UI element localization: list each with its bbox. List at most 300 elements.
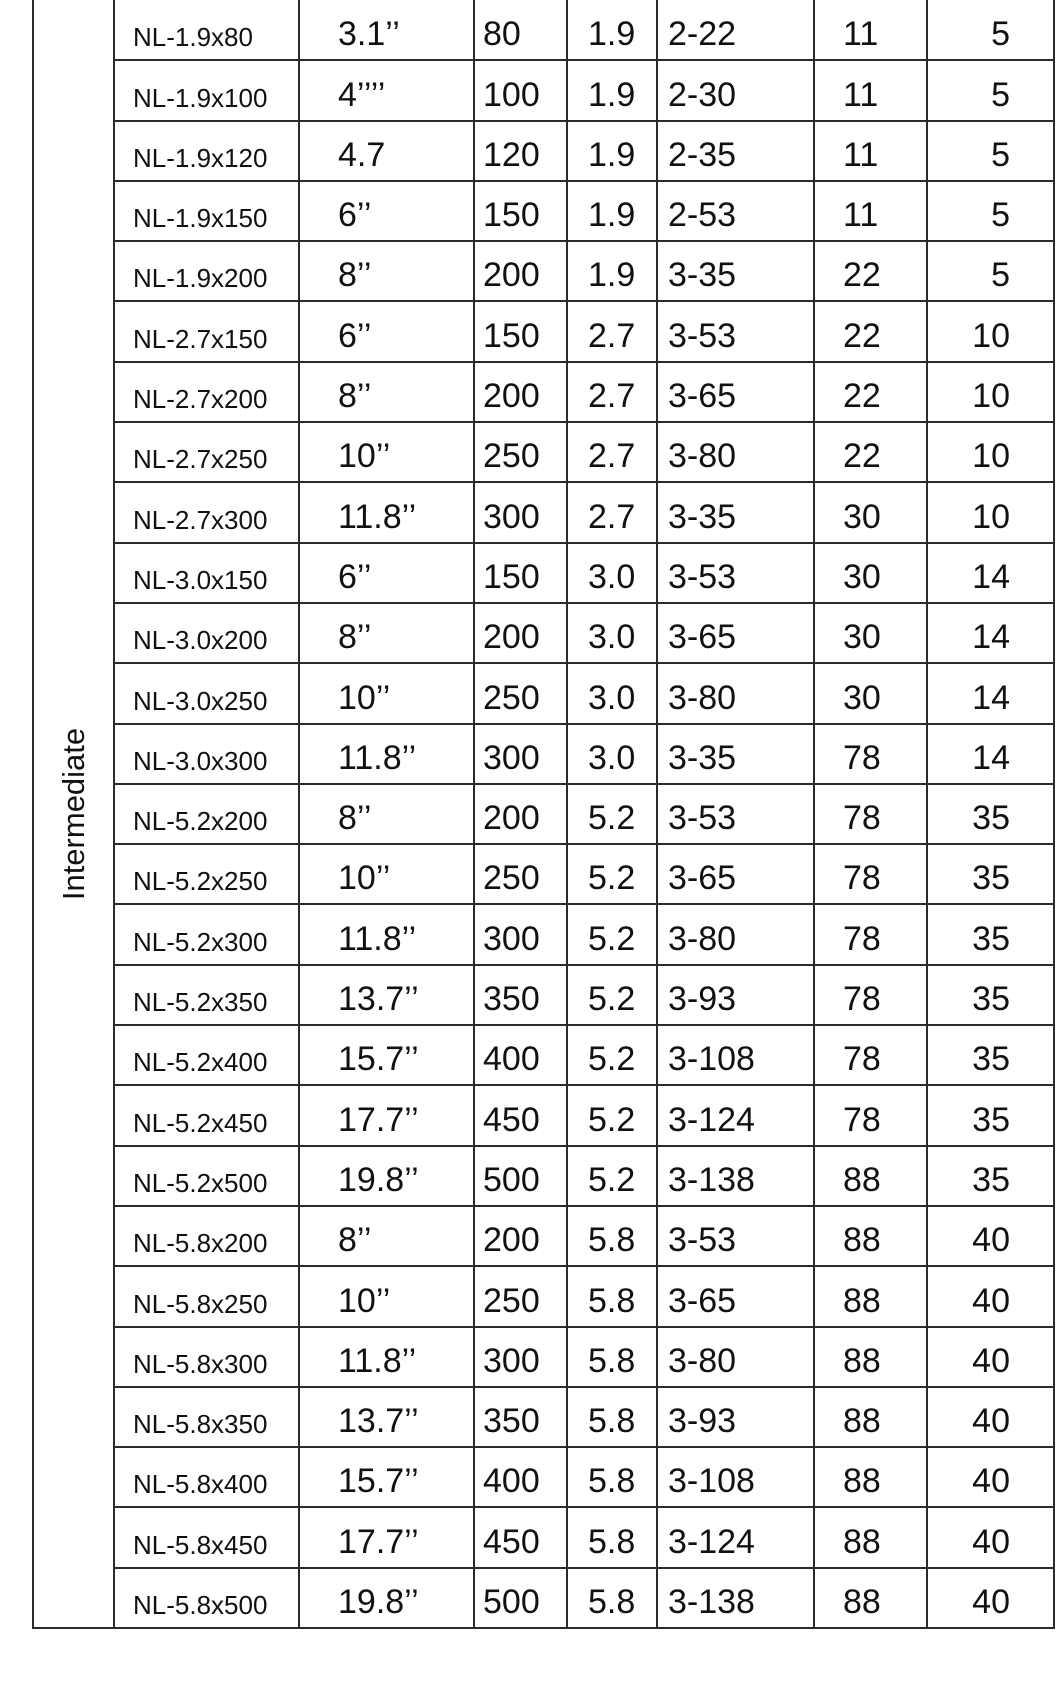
tensile-strength-cell — [814, 241, 927, 301]
pack-cell — [927, 1206, 1054, 1266]
width-mm-cell-text: 2.7 — [588, 316, 636, 355]
tensile-strength-cell-text: 22 — [843, 316, 881, 355]
model-cell-text: NL-1.9x200 — [133, 263, 268, 294]
length-mm-cell — [474, 121, 567, 181]
length-mm-cell-text: 400 — [483, 1462, 540, 1501]
tensile-strength-cell — [814, 1568, 927, 1628]
length-mm-cell — [474, 1327, 567, 1387]
width-mm-cell-text: 1.9 — [588, 15, 636, 54]
length-mm-cell-text: 500 — [483, 1160, 540, 1199]
pack-cell — [927, 1507, 1054, 1567]
model-cell-text: NL-2.7x250 — [133, 444, 268, 475]
tensile-strength-cell-text: 78 — [843, 1100, 881, 1139]
width-mm-cell-text: 5.8 — [588, 1402, 636, 1441]
model-cell-text: NL-5.2x400 — [133, 1047, 268, 1078]
length-inch-cell — [299, 422, 474, 482]
model-cell-text: NL-2.7x150 — [133, 323, 268, 354]
model-cell — [114, 844, 299, 904]
bundle-diameter-cell — [657, 181, 814, 241]
pack-cell-text: 35 — [972, 1040, 1010, 1079]
bundle-diameter-cell — [657, 1085, 814, 1145]
tensile-strength-cell-text: 78 — [843, 919, 881, 958]
tensile-strength-cell — [814, 1025, 927, 1085]
pack-cell — [927, 603, 1054, 663]
model-cell-text: NL-3.0x200 — [133, 625, 268, 656]
pack-cell — [927, 60, 1054, 120]
pack-cell — [927, 1327, 1054, 1387]
length-mm-cell — [474, 362, 567, 422]
pack-cell — [927, 543, 1054, 603]
table-row — [33, 362, 1054, 422]
bundle-diameter-cell-text: 3-35 — [668, 256, 737, 295]
table-row — [33, 1568, 1054, 1628]
pack-cell — [927, 1447, 1054, 1507]
pack-cell-text: 10 — [972, 497, 1010, 536]
length-mm-cell — [474, 1206, 567, 1266]
length-mm-cell — [474, 844, 567, 904]
pack-cell — [927, 965, 1054, 1025]
length-mm-cell-text: 150 — [483, 316, 540, 355]
length-inch-cell — [299, 121, 474, 181]
bundle-diameter-cell-text: 3-138 — [668, 1160, 755, 1199]
pack-cell — [927, 784, 1054, 844]
bundle-diameter-cell-text: 3-53 — [668, 316, 737, 355]
pack-cell-text: 14 — [972, 738, 1010, 777]
bundle-diameter-cell-text: 3-65 — [668, 377, 737, 416]
model-cell — [114, 543, 299, 603]
bundle-diameter-cell-text: 3-108 — [668, 1462, 755, 1501]
width-mm-cell-text: 5.2 — [588, 1040, 636, 1079]
model-cell — [114, 181, 299, 241]
model-cell-text: NL-5.8x350 — [133, 1409, 268, 1440]
length-mm-cell — [474, 1387, 567, 1447]
table-row — [33, 1447, 1054, 1507]
width-mm-cell — [567, 1025, 657, 1085]
model-cell — [114, 1327, 299, 1387]
length-inch-cell-text: 13.7’’ — [338, 980, 419, 1019]
length-mm-cell — [474, 904, 567, 964]
width-mm-cell — [567, 965, 657, 1025]
cable-tie-spec-table — [32, 0, 1055, 1629]
pack-cell — [927, 724, 1054, 784]
tensile-strength-cell-text: 11 — [843, 135, 879, 174]
tensile-strength-cell-text: 88 — [843, 1522, 881, 1561]
tensile-strength-cell-text: 22 — [843, 377, 881, 416]
length-inch-cell-text: 3.1’’ — [338, 15, 400, 54]
pack-cell-text: 14 — [972, 678, 1010, 717]
length-inch-cell — [299, 1387, 474, 1447]
width-mm-cell — [567, 1447, 657, 1507]
bundle-diameter-cell — [657, 241, 814, 301]
length-mm-cell — [474, 1085, 567, 1145]
length-inch-cell-text: 8’’ — [338, 377, 372, 416]
pack-cell — [927, 1387, 1054, 1447]
width-mm-cell-text: 3.0 — [588, 678, 636, 717]
model-cell-text: NL-3.0x250 — [133, 685, 268, 716]
length-mm-cell-text: 250 — [483, 678, 540, 717]
tensile-strength-cell-text: 88 — [843, 1221, 881, 1260]
pack-cell-text: 35 — [972, 919, 1010, 958]
length-inch-cell-text: 6’’ — [338, 557, 372, 596]
width-mm-cell — [567, 482, 657, 542]
table-row — [33, 724, 1054, 784]
width-mm-cell-text: 5.8 — [588, 1583, 636, 1622]
table-row — [33, 181, 1054, 241]
tensile-strength-cell — [814, 1327, 927, 1387]
length-inch-cell-text: 11.8’’ — [338, 919, 417, 958]
pack-cell-text: 40 — [972, 1583, 1010, 1622]
model-cell-text: NL-5.8x450 — [133, 1529, 268, 1560]
length-mm-cell — [474, 543, 567, 603]
model-cell-text: NL-5.8x400 — [133, 1469, 268, 1500]
length-inch-cell-text: 4.7 — [338, 135, 386, 174]
tensile-strength-cell — [814, 1085, 927, 1145]
pack-cell-text: 40 — [972, 1402, 1010, 1441]
tensile-strength-cell-text: 11 — [843, 15, 879, 54]
tensile-strength-cell-text: 30 — [843, 557, 881, 596]
length-mm-cell — [474, 181, 567, 241]
width-mm-cell — [567, 60, 657, 120]
bundle-diameter-cell — [657, 1266, 814, 1326]
tensile-strength-cell-text: 88 — [843, 1160, 881, 1199]
length-inch-cell-text: 6’’ — [338, 196, 372, 235]
tensile-strength-cell — [814, 301, 927, 361]
tensile-strength-cell — [814, 121, 927, 181]
length-mm-cell-text: 200 — [483, 256, 540, 295]
table-row — [33, 1206, 1054, 1266]
length-mm-cell-text: 200 — [483, 799, 540, 838]
tensile-strength-cell-text: 88 — [843, 1341, 881, 1380]
pack-cell-text: 40 — [972, 1462, 1010, 1501]
length-mm-cell — [474, 241, 567, 301]
width-mm-cell-text: 5.2 — [588, 1160, 636, 1199]
pack-cell — [927, 1025, 1054, 1085]
length-inch-cell — [299, 241, 474, 301]
tensile-strength-cell — [814, 543, 927, 603]
bundle-diameter-cell — [657, 784, 814, 844]
pack-cell-text: 10 — [972, 437, 1010, 476]
bundle-diameter-cell-text: 3-138 — [668, 1583, 755, 1622]
bundle-diameter-cell — [657, 603, 814, 663]
tensile-strength-cell — [814, 482, 927, 542]
length-inch-cell — [299, 1447, 474, 1507]
model-cell-text: NL-5.2x350 — [133, 987, 268, 1018]
pack-cell-text: 10 — [972, 377, 1010, 416]
length-mm-cell — [474, 724, 567, 784]
length-inch-cell — [299, 362, 474, 422]
bundle-diameter-cell-text: 2-22 — [668, 15, 737, 54]
length-inch-cell-text: 15.7’’ — [338, 1462, 419, 1501]
width-mm-cell-text: 2.7 — [588, 377, 636, 416]
pack-cell — [927, 422, 1054, 482]
bundle-diameter-cell — [657, 121, 814, 181]
width-mm-cell — [567, 1387, 657, 1447]
tensile-strength-cell — [814, 1447, 927, 1507]
model-cell — [114, 1447, 299, 1507]
tensile-strength-cell — [814, 1146, 927, 1206]
tensile-strength-cell-text: 30 — [843, 618, 881, 657]
length-mm-cell-text: 200 — [483, 377, 540, 416]
table-row — [33, 904, 1054, 964]
pack-cell-text: 5 — [991, 15, 1010, 54]
length-mm-cell — [474, 301, 567, 361]
bundle-diameter-cell-text: 3-35 — [668, 497, 737, 536]
width-mm-cell — [567, 1266, 657, 1326]
pack-cell-text: 5 — [991, 75, 1010, 114]
length-inch-cell — [299, 1085, 474, 1145]
bundle-diameter-cell — [657, 844, 814, 904]
table-row — [33, 422, 1054, 482]
model-cell — [114, 1206, 299, 1266]
length-mm-cell-text: 450 — [483, 1522, 540, 1561]
length-inch-cell — [299, 724, 474, 784]
length-inch-cell — [299, 181, 474, 241]
model-cell — [114, 121, 299, 181]
table-row — [33, 301, 1054, 361]
pack-cell — [927, 0, 1054, 60]
length-mm-cell — [474, 1025, 567, 1085]
width-mm-cell-text: 5.2 — [588, 799, 636, 838]
bundle-diameter-cell-text: 2-30 — [668, 75, 737, 114]
model-cell-text: NL-5.8x500 — [133, 1590, 268, 1621]
tensile-strength-cell — [814, 1266, 927, 1326]
width-mm-cell — [567, 844, 657, 904]
pack-cell — [927, 904, 1054, 964]
length-inch-cell-text: 19.8’’ — [338, 1160, 419, 1199]
length-inch-cell-text: 13.7’’ — [338, 1402, 419, 1441]
table-row — [33, 1387, 1054, 1447]
pack-cell-text: 40 — [972, 1281, 1010, 1320]
tensile-strength-cell — [814, 784, 927, 844]
tensile-strength-cell-text: 88 — [843, 1462, 881, 1501]
length-mm-cell-text: 200 — [483, 618, 540, 657]
width-mm-cell-text: 5.2 — [588, 1100, 636, 1139]
table-row — [33, 663, 1054, 723]
bundle-diameter-cell-text: 3-124 — [668, 1100, 755, 1139]
width-mm-cell — [567, 1085, 657, 1145]
length-mm-cell-text: 350 — [483, 980, 540, 1019]
model-cell — [114, 301, 299, 361]
width-mm-cell-text: 5.2 — [588, 859, 636, 898]
tensile-strength-cell-text: 78 — [843, 738, 881, 777]
length-mm-cell — [474, 482, 567, 542]
table-row — [33, 844, 1054, 904]
model-cell-text: NL-1.9x100 — [133, 82, 268, 113]
length-mm-cell-text: 120 — [483, 135, 540, 174]
bundle-diameter-cell-text: 3-93 — [668, 1402, 737, 1441]
length-inch-cell-text: 10’’ — [338, 437, 391, 476]
tensile-strength-cell — [814, 904, 927, 964]
model-cell — [114, 482, 299, 542]
tensile-strength-cell — [814, 362, 927, 422]
pack-cell — [927, 482, 1054, 542]
pack-cell — [927, 1568, 1054, 1628]
length-mm-cell-text: 450 — [483, 1100, 540, 1139]
table-row — [33, 1085, 1054, 1145]
model-cell-text: NL-5.2x250 — [133, 866, 268, 897]
length-inch-cell-text: 10’’ — [338, 678, 391, 717]
length-inch-cell — [299, 1327, 474, 1387]
model-cell-text: NL-5.2x200 — [133, 806, 268, 837]
length-mm-cell-text: 300 — [483, 738, 540, 777]
width-mm-cell-text: 2.7 — [588, 437, 636, 476]
model-cell-text: NL-5.8x300 — [133, 1348, 268, 1379]
width-mm-cell-text: 5.8 — [588, 1462, 636, 1501]
bundle-diameter-cell-text: 3-80 — [668, 437, 737, 476]
tensile-strength-cell — [814, 603, 927, 663]
width-mm-cell — [567, 301, 657, 361]
bundle-diameter-cell-text: 3-65 — [668, 1281, 737, 1320]
table-row — [33, 1507, 1054, 1567]
table-row — [33, 121, 1054, 181]
length-inch-cell-text: 8’’ — [338, 1221, 372, 1260]
bundle-diameter-cell-text: 3-124 — [668, 1522, 755, 1561]
width-mm-cell-text: 3.0 — [588, 557, 636, 596]
bundle-diameter-cell-text: 3-65 — [668, 859, 737, 898]
bundle-diameter-cell-text: 3-93 — [668, 980, 737, 1019]
model-cell — [114, 60, 299, 120]
bundle-diameter-cell — [657, 1447, 814, 1507]
tensile-strength-cell — [814, 0, 927, 60]
bundle-diameter-cell-text: 3-80 — [668, 919, 737, 958]
length-mm-cell — [474, 0, 567, 60]
length-inch-cell — [299, 0, 474, 60]
length-mm-cell — [474, 60, 567, 120]
width-mm-cell — [567, 603, 657, 663]
table-row — [33, 1266, 1054, 1326]
table-row — [33, 543, 1054, 603]
pack-cell-text: 5 — [991, 196, 1010, 235]
tensile-strength-cell — [814, 181, 927, 241]
length-inch-cell-text: 11.8’’ — [338, 1341, 417, 1380]
bundle-diameter-cell — [657, 543, 814, 603]
length-mm-cell-text: 250 — [483, 1281, 540, 1320]
table-row — [33, 60, 1054, 120]
length-inch-cell — [299, 904, 474, 964]
model-cell — [114, 1568, 299, 1628]
tensile-strength-cell — [814, 663, 927, 723]
length-mm-cell-text: 350 — [483, 1402, 540, 1441]
table-row — [33, 1327, 1054, 1387]
pack-cell-text: 5 — [991, 256, 1010, 295]
bundle-diameter-cell-text: 3-65 — [668, 618, 737, 657]
group-label-cell — [33, 0, 114, 1628]
model-cell-text: NL-2.7x300 — [133, 504, 268, 535]
length-mm-cell — [474, 603, 567, 663]
bundle-diameter-cell-text: 3-53 — [668, 1221, 737, 1260]
length-mm-cell — [474, 1146, 567, 1206]
width-mm-cell — [567, 1568, 657, 1628]
bundle-diameter-cell-text: 3-35 — [668, 738, 737, 777]
model-cell — [114, 1387, 299, 1447]
length-inch-cell-text: 17.7’’ — [338, 1522, 419, 1561]
length-inch-cell-text: 15.7’’ — [338, 1040, 419, 1079]
width-mm-cell-text: 5.8 — [588, 1281, 636, 1320]
model-cell-text: NL-3.0x300 — [133, 745, 268, 776]
width-mm-cell — [567, 724, 657, 784]
length-inch-cell-text: 10’’ — [338, 859, 391, 898]
bundle-diameter-cell — [657, 663, 814, 723]
model-cell-text: NL-1.9x80 — [133, 22, 253, 53]
tensile-strength-cell-text: 11 — [843, 196, 879, 235]
bundle-diameter-cell-text: 3-80 — [668, 678, 737, 717]
length-inch-cell-text: 10’’ — [338, 1281, 391, 1320]
width-mm-cell — [567, 1146, 657, 1206]
model-cell-text: NL-3.0x150 — [133, 564, 268, 595]
model-cell-text: NL-1.9x120 — [133, 142, 268, 173]
length-inch-cell — [299, 1507, 474, 1567]
pack-cell-text: 5 — [991, 135, 1010, 174]
length-inch-cell — [299, 784, 474, 844]
length-mm-cell-text: 150 — [483, 557, 540, 596]
length-inch-cell — [299, 482, 474, 542]
bundle-diameter-cell-text: 2-53 — [668, 196, 737, 235]
bundle-diameter-cell — [657, 362, 814, 422]
bundle-diameter-cell — [657, 1507, 814, 1567]
length-inch-cell — [299, 844, 474, 904]
width-mm-cell — [567, 663, 657, 723]
tensile-strength-cell — [814, 965, 927, 1025]
bundle-diameter-cell-text: 3-80 — [668, 1341, 737, 1380]
length-mm-cell — [474, 663, 567, 723]
group-label: Intermediate — [55, 727, 91, 900]
length-inch-cell — [299, 60, 474, 120]
tensile-strength-cell — [814, 60, 927, 120]
length-mm-cell-text: 300 — [483, 1341, 540, 1380]
pack-cell-text: 14 — [972, 618, 1010, 657]
width-mm-cell — [567, 1327, 657, 1387]
tensile-strength-cell-text: 30 — [843, 678, 881, 717]
bundle-diameter-cell — [657, 724, 814, 784]
width-mm-cell-text: 5.8 — [588, 1522, 636, 1561]
model-cell — [114, 362, 299, 422]
width-mm-cell-text: 5.8 — [588, 1221, 636, 1260]
length-mm-cell-text: 500 — [483, 1583, 540, 1622]
tensile-strength-cell-text: 30 — [843, 497, 881, 536]
pack-cell-text: 35 — [972, 859, 1010, 898]
pack-cell — [927, 241, 1054, 301]
width-mm-cell — [567, 121, 657, 181]
width-mm-cell — [567, 1507, 657, 1567]
pack-cell — [927, 301, 1054, 361]
bundle-diameter-cell-text: 3-53 — [668, 557, 737, 596]
model-cell — [114, 422, 299, 482]
length-inch-cell-text: 8’’ — [338, 799, 372, 838]
model-cell — [114, 965, 299, 1025]
width-mm-cell — [567, 362, 657, 422]
length-mm-cell-text: 400 — [483, 1040, 540, 1079]
length-inch-cell — [299, 301, 474, 361]
tensile-strength-cell-text: 88 — [843, 1583, 881, 1622]
bundle-diameter-cell — [657, 1568, 814, 1628]
pack-cell-text: 35 — [972, 1160, 1010, 1199]
length-mm-cell — [474, 1568, 567, 1628]
length-mm-cell — [474, 422, 567, 482]
bundle-diameter-cell — [657, 482, 814, 542]
length-inch-cell-text: 8’’ — [338, 256, 372, 295]
tensile-strength-cell-text: 78 — [843, 799, 881, 838]
tensile-strength-cell-text: 78 — [843, 859, 881, 898]
table-row — [33, 784, 1054, 844]
model-cell — [114, 1146, 299, 1206]
length-mm-cell — [474, 965, 567, 1025]
length-inch-cell — [299, 663, 474, 723]
pack-cell — [927, 362, 1054, 422]
pack-cell-text: 35 — [972, 1100, 1010, 1139]
model-cell-text: NL-5.8x250 — [133, 1288, 268, 1319]
length-mm-cell-text: 200 — [483, 1221, 540, 1260]
length-inch-cell-text: 8’’ — [338, 618, 372, 657]
